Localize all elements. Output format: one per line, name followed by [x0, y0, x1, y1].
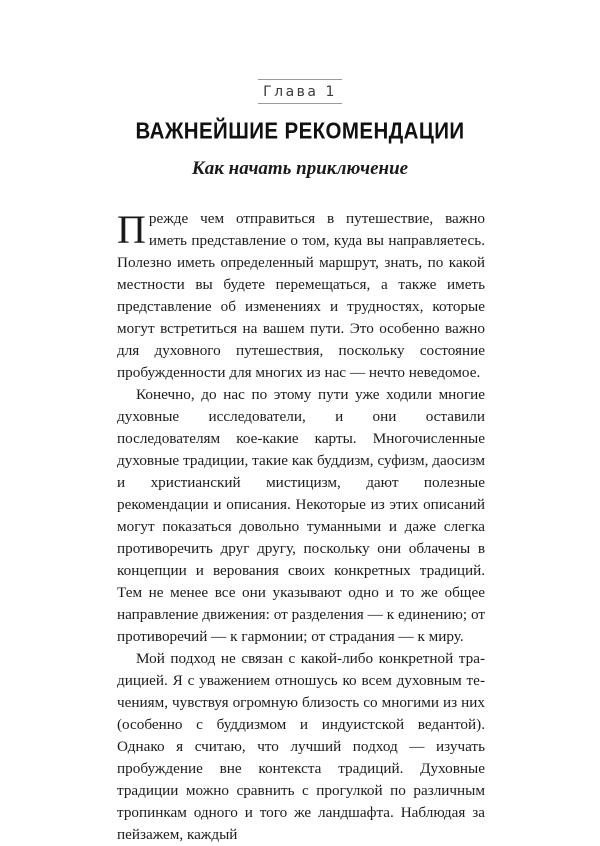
- chapter-label-bottom-rule: [258, 103, 342, 104]
- paragraph-1-text: режде чем отправиться в путешествие, важно иметь представление о том, куда вы направляетесь. Полезно иметь определенный маршрут, знать, по какой местности вы будете перемещаться, а также иметь представление об изменениях и трудностях, которые могут встретиться на вашем пути. Это особенно важно для духовного путешествия, поскольку состояние пробужденности для многих из нас — нечто неведомое.: [117, 210, 485, 381]
- paragraph-1: [117, 208, 485, 384]
- paragraph-3: Мой подход не связан с какой‑либо конкретной традицией. Я с уважением отношусь ко всем духовным течениям, чувствуя огромную близость со многими из них (особенно с буддизмом и индуистской ведантой). Однако я считаю, что лучший подход — изучать пробуждение вне контекста традиций. Духовные традиции можно сравнить с прогулкой по различным тропинкам одного и того же ландшафта. Наблюдая за пейзажем, каждый: [117, 650, 485, 843]
- drop-cap: П: [117, 207, 146, 252]
- paragraph-2: Конечно, до нас по этому пути уже ходили многие духовные исследователи, и они оставили последователям кое‑какие карты. Многочисленные духовные традиции, такие как буддизм, суфизм, даосизм и христианский мистицизм, дают полезные рекомендации и описания. Некоторые из этих описаний могут показаться довольно туманными и даже слегка противоречить друг другу, поскольку они облачены в концепции и верования своих конкретных традиций. Тем не менее все они указывают одно и то же общее направление движения: от разделения — к единению; от противоречий — к гармонии; от страдания — к миру.: [117, 386, 485, 645]
- body-text: [117, 208, 485, 846]
- chapter-label: Глава 1: [263, 84, 337, 100]
- chapter-label-top-rule: [258, 79, 342, 80]
- chapter-subtitle: Как начать приключение: [191, 158, 409, 179]
- chapter-title: ВАЖНЕЙШИЕ РЕКОМЕНДАЦИИ: [135, 118, 465, 145]
